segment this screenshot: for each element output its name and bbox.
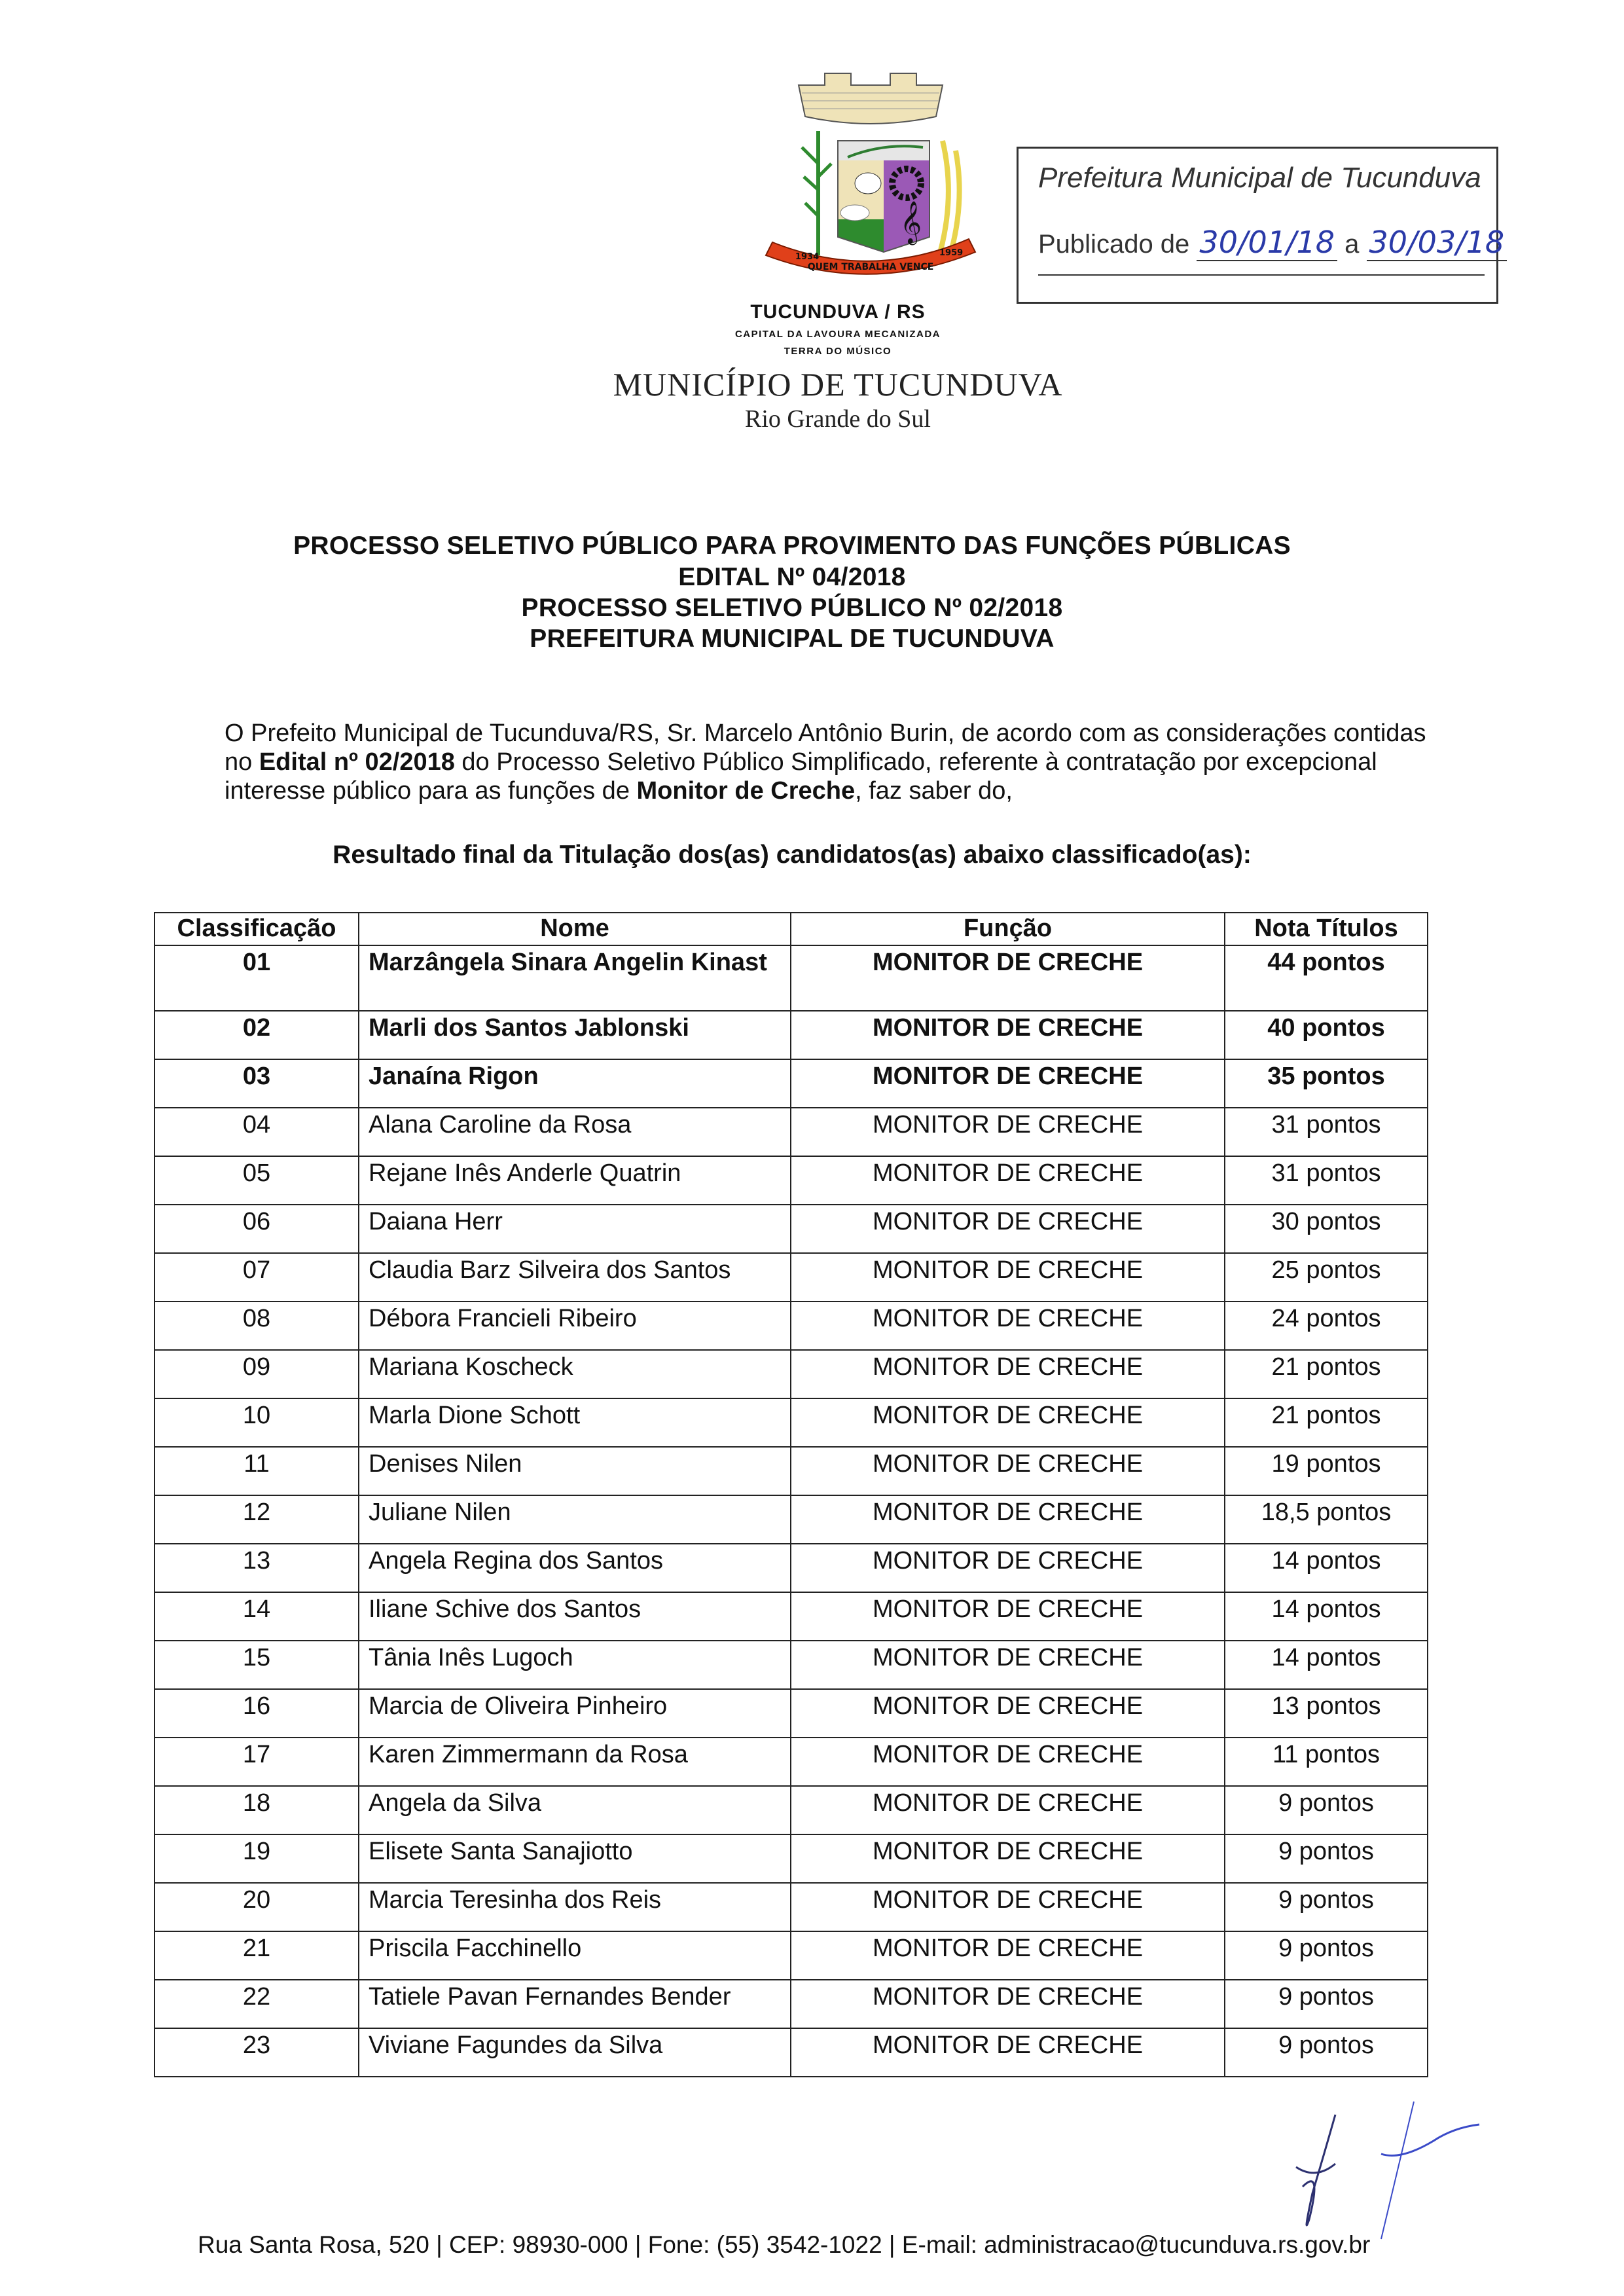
name-cell: Tatiele Pavan Fernandes Bender (359, 1980, 791, 2028)
rank-cell: 16 (154, 1689, 359, 1738)
footer-address: Rua Santa Rosa, 520 (198, 2231, 429, 2258)
heading-edital: EDITAL Nº 04/2018 (678, 563, 906, 591)
score-cell: 31 pontos (1225, 1108, 1428, 1156)
stamp-published-label: Publicado de (1038, 230, 1190, 259)
name-cell: Viviane Fagundes da Silva (359, 2028, 791, 2077)
role-cell: MONITOR DE CRECHE (791, 1738, 1225, 1786)
table-row (154, 1980, 1428, 2028)
score-cell: 9 pontos (1225, 1834, 1428, 1883)
name-cell: Alana Caroline da Rosa (359, 1108, 791, 1156)
name-cell: Marzângela Sinara Angelin Kinast (359, 945, 791, 1011)
column-header-funcao: Função (791, 913, 1225, 945)
table-row (154, 1156, 1428, 1205)
heading-prefeitura: PREFEITURA MUNICIPAL DE TUCUNDUVA (530, 625, 1055, 653)
name-cell: Angela da Silva (359, 1786, 791, 1834)
score-cell: 19 pontos (1225, 1447, 1428, 1495)
table-row (154, 1689, 1428, 1738)
tagline-2: TERRA DO MÚSICO (784, 346, 892, 357)
score-cell: 14 pontos (1225, 1641, 1428, 1689)
score-cell: 21 pontos (1225, 1350, 1428, 1398)
table-row (154, 1302, 1428, 1350)
rank-cell: 06 (154, 1205, 359, 1253)
name-cell: Rejane Inês Anderle Quatrin (359, 1156, 791, 1205)
score-cell: 21 pontos (1225, 1398, 1428, 1447)
role-cell: MONITOR DE CRECHE (791, 1059, 1225, 1108)
results-table (154, 912, 1428, 2077)
tagline-1: CAPITAL DA LAVOURA MECANIZADA (734, 329, 941, 340)
rank-cell: 15 (154, 1641, 359, 1689)
rank-cell: 23 (154, 2028, 359, 2077)
name-cell: Débora Francieli Ribeiro (359, 1302, 791, 1350)
rank-cell: 17 (154, 1738, 359, 1786)
table-row (154, 1205, 1428, 1253)
table-row (154, 1738, 1428, 1786)
edital-reference: Edital nº 02/2018 (259, 748, 455, 776)
rank-cell: 18 (154, 1786, 359, 1834)
name-cell: Juliane Nilen (359, 1495, 791, 1544)
name-cell: Claudia Barz Silveira dos Santos (359, 1253, 791, 1302)
name-cell: Daiana Herr (359, 1205, 791, 1253)
score-cell: 11 pontos (1225, 1738, 1428, 1786)
table-row (154, 1253, 1428, 1302)
column-header-nota: Nota Títulos (1225, 913, 1428, 945)
role-cell: MONITOR DE CRECHE (791, 1883, 1225, 1931)
rank-cell: 07 (154, 1253, 359, 1302)
rank-cell: 19 (154, 1834, 359, 1883)
score-cell: 30 pontos (1225, 1205, 1428, 1253)
role-cell: MONITOR DE CRECHE (791, 1641, 1225, 1689)
svg-text:1934: 1934 (795, 252, 820, 262)
score-cell: 9 pontos (1225, 1931, 1428, 1980)
table-row (154, 1447, 1428, 1495)
table-row (154, 1495, 1428, 1544)
table-row (154, 1834, 1428, 1883)
role-cell: MONITOR DE CRECHE (791, 1205, 1225, 1253)
rank-cell: 04 (154, 1108, 359, 1156)
rank-cell: 13 (154, 1544, 359, 1592)
name-cell: Marcia de Oliveira Pinheiro (359, 1689, 791, 1738)
role-cell: MONITOR DE CRECHE (791, 1156, 1225, 1205)
svg-text:1959: 1959 (939, 248, 964, 258)
table-row (154, 1931, 1428, 1980)
stamp-title: Prefeitura Municipal de Tucunduva (1038, 162, 1481, 194)
crest-motto: QUEM TRABALHA VENCE (807, 262, 934, 272)
municipality-name: MUNICÍPIO DE TUCUNDUVA (613, 366, 1063, 403)
role-cell: MONITOR DE CRECHE (791, 1447, 1225, 1495)
footer-phone: Fone: (55) 3542-1022 (647, 2231, 882, 2258)
table-row (154, 1883, 1428, 1931)
name-cell: Elisete Santa Sanajiotto (359, 1834, 791, 1883)
rank-cell: 10 (154, 1398, 359, 1447)
role-cell: MONITOR DE CRECHE (791, 1302, 1225, 1350)
city-state-label: TUCUNDUVA / RS (750, 301, 926, 323)
score-cell: 9 pontos (1225, 1883, 1428, 1931)
rank-cell: 09 (154, 1350, 359, 1398)
score-cell: 35 pontos (1225, 1059, 1428, 1108)
table-row (154, 1786, 1428, 1834)
name-cell: Priscila Facchinello (359, 1931, 791, 1980)
rank-cell: 12 (154, 1495, 359, 1544)
role-cell: MONITOR DE CRECHE (791, 1011, 1225, 1059)
role-cell: MONITOR DE CRECHE (791, 1980, 1225, 2028)
role-cell: MONITOR DE CRECHE (791, 1108, 1225, 1156)
rank-cell: 05 (154, 1156, 359, 1205)
role-cell: MONITOR DE CRECHE (791, 1398, 1225, 1447)
rank-cell: 14 (154, 1592, 359, 1641)
score-cell: 18,5 pontos (1225, 1495, 1428, 1544)
name-cell: Janaína Rigon (359, 1059, 791, 1108)
score-cell: 9 pontos (1225, 2028, 1428, 2077)
table-row (154, 1108, 1428, 1156)
table-row (154, 1544, 1428, 1592)
stamp-published-line (1038, 225, 1507, 260)
stamp-from-date: 30/01/18 (1197, 225, 1337, 261)
name-cell: Tânia Inês Lugoch (359, 1641, 791, 1689)
table-row (154, 2028, 1428, 2077)
role-cell: MONITOR DE CRECHE (791, 1689, 1225, 1738)
name-cell: Marcia Teresinha dos Reis (359, 1883, 791, 1931)
footer-cep: CEP: 98930-000 (448, 2231, 628, 2258)
publication-stamp (1017, 147, 1505, 304)
name-cell: Iliane Schive dos Santos (359, 1592, 791, 1641)
score-cell: 44 pontos (1225, 945, 1428, 1011)
table-row (154, 1641, 1428, 1689)
table-row (154, 945, 1428, 1011)
rank-cell: 02 (154, 1011, 359, 1059)
role-cell: MONITOR DE CRECHE (791, 2028, 1225, 2077)
table-row (154, 1398, 1428, 1447)
score-cell: 25 pontos (1225, 1253, 1428, 1302)
name-cell: Karen Zimmermann da Rosa (359, 1738, 791, 1786)
role-cell: MONITOR DE CRECHE (791, 945, 1225, 1011)
role-cell: MONITOR DE CRECHE (791, 1350, 1225, 1398)
score-cell: 9 pontos (1225, 1980, 1428, 2028)
svg-text:𝄞: 𝄞 (900, 201, 922, 244)
stamp-connector: a (1344, 230, 1360, 259)
stamp-to-date: 30/03/18 (1367, 225, 1507, 261)
role-cell: MONITOR DE CRECHE (791, 1931, 1225, 1980)
role-cell: MONITOR DE CRECHE (791, 1495, 1225, 1544)
funcao-reference: Monitor de Creche (636, 777, 856, 805)
name-cell: Marli dos Santos Jablonski (359, 1011, 791, 1059)
stamp-signature-line (1038, 274, 1485, 276)
rank-cell: 08 (154, 1302, 359, 1350)
rank-cell: 20 (154, 1883, 359, 1931)
name-cell: Mariana Koscheck (359, 1350, 791, 1398)
name-cell: Marla Dione Schott (359, 1398, 791, 1447)
footer-contact: Rua Santa Rosa, 520 | CEP: 98930-000 | Fone: (55) 3542-1022 | E-mail: administracao@tucunduva.rs.gov.br (198, 2231, 1371, 2258)
rank-cell: 21 (154, 1931, 359, 1980)
table-row (154, 1350, 1428, 1398)
score-cell: 31 pontos (1225, 1156, 1428, 1205)
rank-cell: 11 (154, 1447, 359, 1495)
name-cell: Denises Nilen (359, 1447, 791, 1495)
table-header-row (154, 913, 1428, 945)
score-cell: 14 pontos (1225, 1592, 1428, 1641)
rank-cell: 03 (154, 1059, 359, 1108)
table-row (154, 1592, 1428, 1641)
role-cell: MONITOR DE CRECHE (791, 1253, 1225, 1302)
intro-paragraph: O Prefeito Municipal de Tucunduva/RS, Sr. Marcelo Antônio Burin, de acordo com as considerações contidas no Edital nº 02/2018 do Processo Seletivo Público Simplificado, referente à contratação por excepcional interesse público para as funções de Monitor de Creche, faz saber do, (225, 720, 1426, 805)
score-cell: 40 pontos (1225, 1011, 1428, 1059)
role-cell: MONITOR DE CRECHE (791, 1786, 1225, 1834)
role-cell: MONITOR DE CRECHE (791, 1544, 1225, 1592)
heading-line-1: PROCESSO SELETIVO PÚBLICO PARA PROVIMENTO DAS FUNÇÕES PÚBLICAS (293, 532, 1291, 560)
state-name: Rio Grande do Sul (745, 405, 931, 433)
municipal-crest-logo (740, 65, 1001, 288)
footer-email[interactable]: E-mail: administracao@tucunduva.rs.gov.br (901, 2231, 1371, 2258)
role-cell: MONITOR DE CRECHE (791, 1834, 1225, 1883)
result-title: Resultado final da Titulação dos(as) candidatos(as) abaixo classificado(as): (333, 841, 1252, 869)
table-row (154, 1059, 1428, 1108)
heading-processo: PROCESSO SELETIVO PÚBLICO Nº 02/2018 (521, 594, 1063, 622)
role-cell: MONITOR DE CRECHE (791, 1592, 1225, 1641)
score-cell: 24 pontos (1225, 1302, 1428, 1350)
column-header-classificacao: Classificação (154, 913, 359, 945)
column-header-nome: Nome (359, 913, 791, 945)
table-row (154, 1011, 1428, 1059)
rank-cell: 22 (154, 1980, 359, 2028)
signature-mark (1283, 2088, 1584, 2246)
rank-cell: 01 (154, 945, 359, 1011)
score-cell: 14 pontos (1225, 1544, 1428, 1592)
name-cell: Angela Regina dos Santos (359, 1544, 791, 1592)
score-cell: 9 pontos (1225, 1786, 1428, 1834)
score-cell: 13 pontos (1225, 1689, 1428, 1738)
